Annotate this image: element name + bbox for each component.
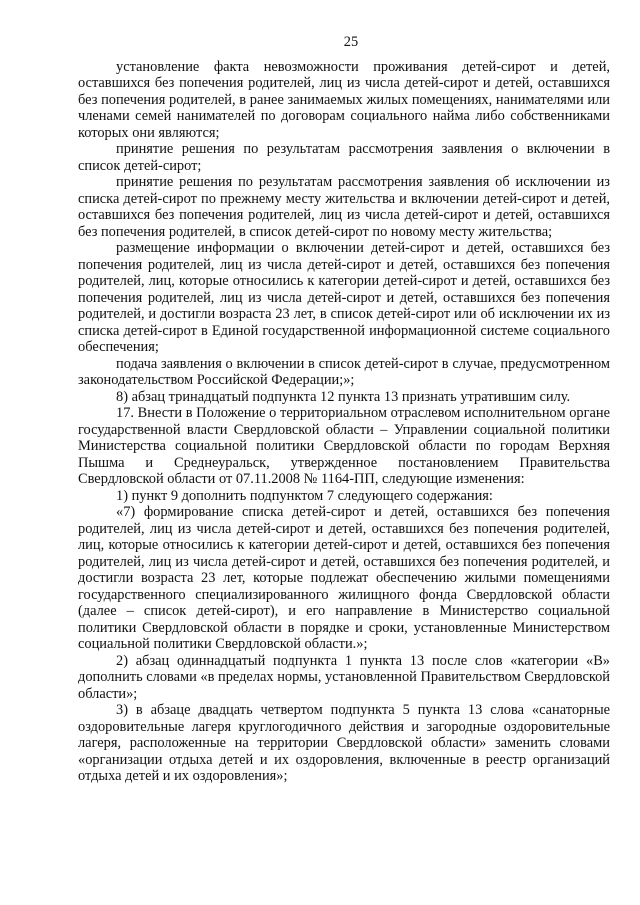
paragraph-item-8: 8) абзац тринадцатый подпункта 12 пункта 13 признать утратившим силу. — [116, 388, 571, 405]
paragraph-subitem-1: 1) пункт 9 дополнить подпунктом 7 следующего содержания: — [116, 487, 493, 504]
paragraph-subitem-3: 3) в абзаце двадцать четвертом подпункта 5 пункта 13 слова «санаторные оздоровительные лагеря круглогодичного действия и загородные оздоровительные лагеря, расположенные на территории Свердловской области» заменить словами «организации отдыха детей и их оздоровления, включенные в реестр организаций отдыха детей и их оздоровления»; — [78, 702, 610, 784]
paragraph-application-submission: подача заявления о включении в список детей-сирот в случае, предусмотренном законодательством Российской Федерации;»; — [78, 355, 610, 388]
page-number: 25 — [343, 34, 359, 50]
document-page — [78, 34, 610, 785]
paragraph-decision-inclusion: принятие решения по результатам рассмотрения заявления о включении в список детей-сирот; — [78, 141, 610, 174]
paragraph-establish-impossibility: установление факта невозможности проживания детей-сирот и детей, оставшихся без попечения родителей, лиц из числа детей-сирот и детей, оставшихся без попечения родителей, в ранее занимаемых жилых помещениях, нанимателями или членами семей нанимателей по договорам социального найма либо собственниками которых они являются; — [78, 58, 610, 141]
paragraph-quote-7: «7) формирование списка детей-сирот и детей, оставшихся без попечения родителей, лиц из числа детей-сирот и детей, оставшихся без попечения родителей, лиц, которые относились к категории детей-сирот и детей, оставшихся без попечения родителей, лиц из числа детей-сирот и детей, оставшихся без попечения родителей, и достигли возраста 23 лет, которые подлежат обеспечению жилыми помещениями государственного специализированного жилищного фонда Свердловской области (далее – список детей-сирот), и его направление в Министерство социальной политики Свердловской области в порядке и сроки, установленные Министерством социальной политики Свердловской области.»; — [78, 504, 610, 652]
paragraph-item-17: 17. Внести в Положение о территориальном отраслевом исполнительном органе государственной власти Свердловской области – Управлении социальной политики Министерства социальной политики Свердловской области по городам Верхняя Пышма и Среднеуральск, утвержденное постановлением Правительства Свердловской области от 07.11.2008 № 1164-ПП, следующие изменения: — [78, 405, 610, 487]
paragraph-decision-exclusion: принятие решения по результатам рассмотрения заявления об исключении из списка детей-сирот по прежнему месту жительства и включении детей-сирот и детей, оставшихся без попечения родителей, лиц из числа детей-сирот и детей, оставшихся без попечения родителей, в список детей-сирот по новому месту жительства; — [78, 174, 610, 240]
paragraph-placing-information: размещение информации о включении детей-сирот и детей, оставшихся без попечения родителей, лиц из числа детей-сирот и детей, оставшихся без попечения родителей, лиц, которые относились к категории детей-сирот и детей, оставшихся без попечения родителей, лиц из числа детей-сирот и детей, оставшихся без попечения родителей, и достигли возраста 23 лет, в список детей-сирот или об исключении их из списка детей-сирот в Единой государственной информационной системе социального обеспечения; — [78, 240, 610, 355]
paragraph-subitem-2: 2) абзац одиннадцатый подпункта 1 пункта 13 после слов «категории «В» дополнить словами «в пределах нормы, установленной Правительством Свердловской области»; — [78, 652, 610, 702]
